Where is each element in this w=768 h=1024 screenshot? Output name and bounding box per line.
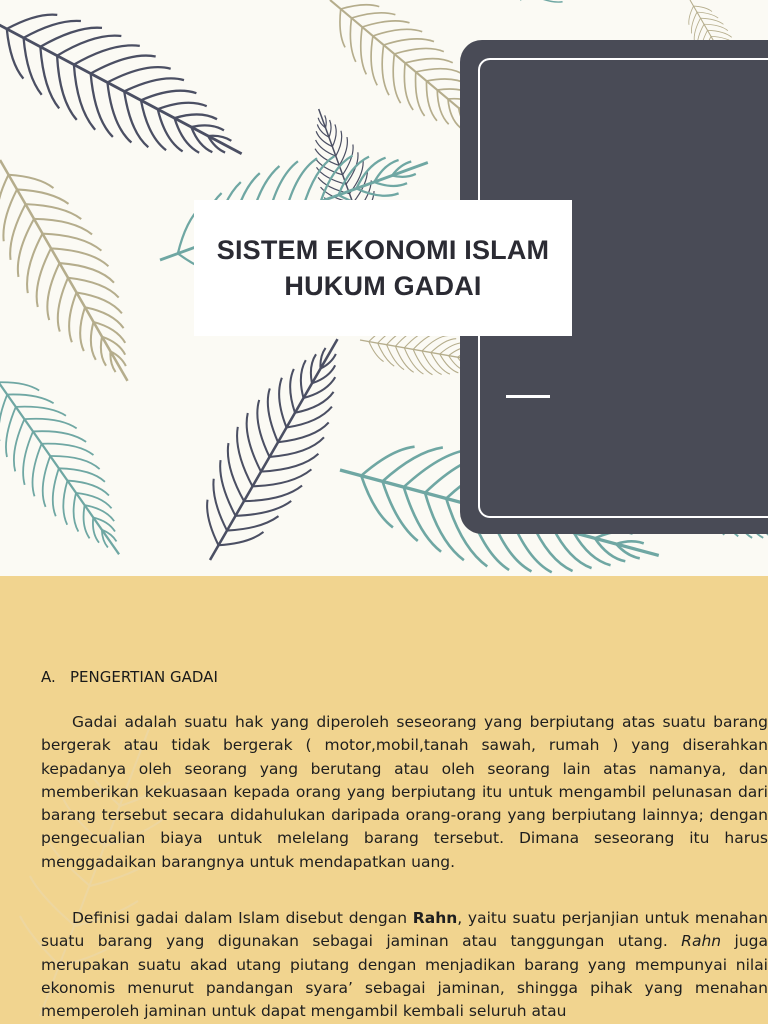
paragraph-text: Definisi gadai dalam Islam disebut dengan: [72, 909, 413, 927]
section-heading: [41, 668, 218, 686]
paragraph-text: , yaitu suatu perjanjian untuk menahan suatu barang yang digunakan sebagai jaminan atau tanggungan utang.: [41, 909, 768, 951]
title-line-2: HUKUM GADAI: [284, 271, 482, 301]
rahn-term-bold: Rahn: [412, 909, 458, 927]
panel-dash: [506, 395, 550, 398]
paragraph-text: juga merupakan suatu akad utang piutang dengan menjadikan barang yang mempunyai nilai ekonomis menurut pandangan syara’ sebagai jaminan, shingga pihak yang menahan memperoleh jaminan untuk dapat mengambil kembali seluruh atau: [41, 932, 768, 1021]
paragraph-definition-gadai: Gadai adalah suatu hak yang diperoleh seseorang yang berpiutang atas suatu barang bergerak atau tidak bergerak ( motor,mobil,tanah sawah, rumah ) yang diserahkan kepadanya oleh seorang yang berutang atau oleh seorang lain atas namanya, dan memberikan kekuasaan kepada orang yang berpiutang itu untuk mengambil pelunasan dari barang tersebut secara didahulukan daripada orang-orang yang berpiutang lainnya; dengan pengecualian biaya untuk melelang barang tersebut. Dimana seseorang itu harus menggadaikan barangnya untuk mendapatkan uang.: [41, 713, 768, 871]
section-title: PENGERTIAN GADAI: [70, 668, 218, 686]
title-line-1: SISTEM EKONOMI ISLAM: [216, 235, 550, 265]
paragraph-definition-rahn: [41, 907, 768, 1023]
section-letter: A.: [41, 668, 56, 686]
title-box: [194, 200, 572, 336]
rahn-term-italic: Rahn: [681, 932, 722, 951]
content-slide: [0, 576, 768, 1024]
